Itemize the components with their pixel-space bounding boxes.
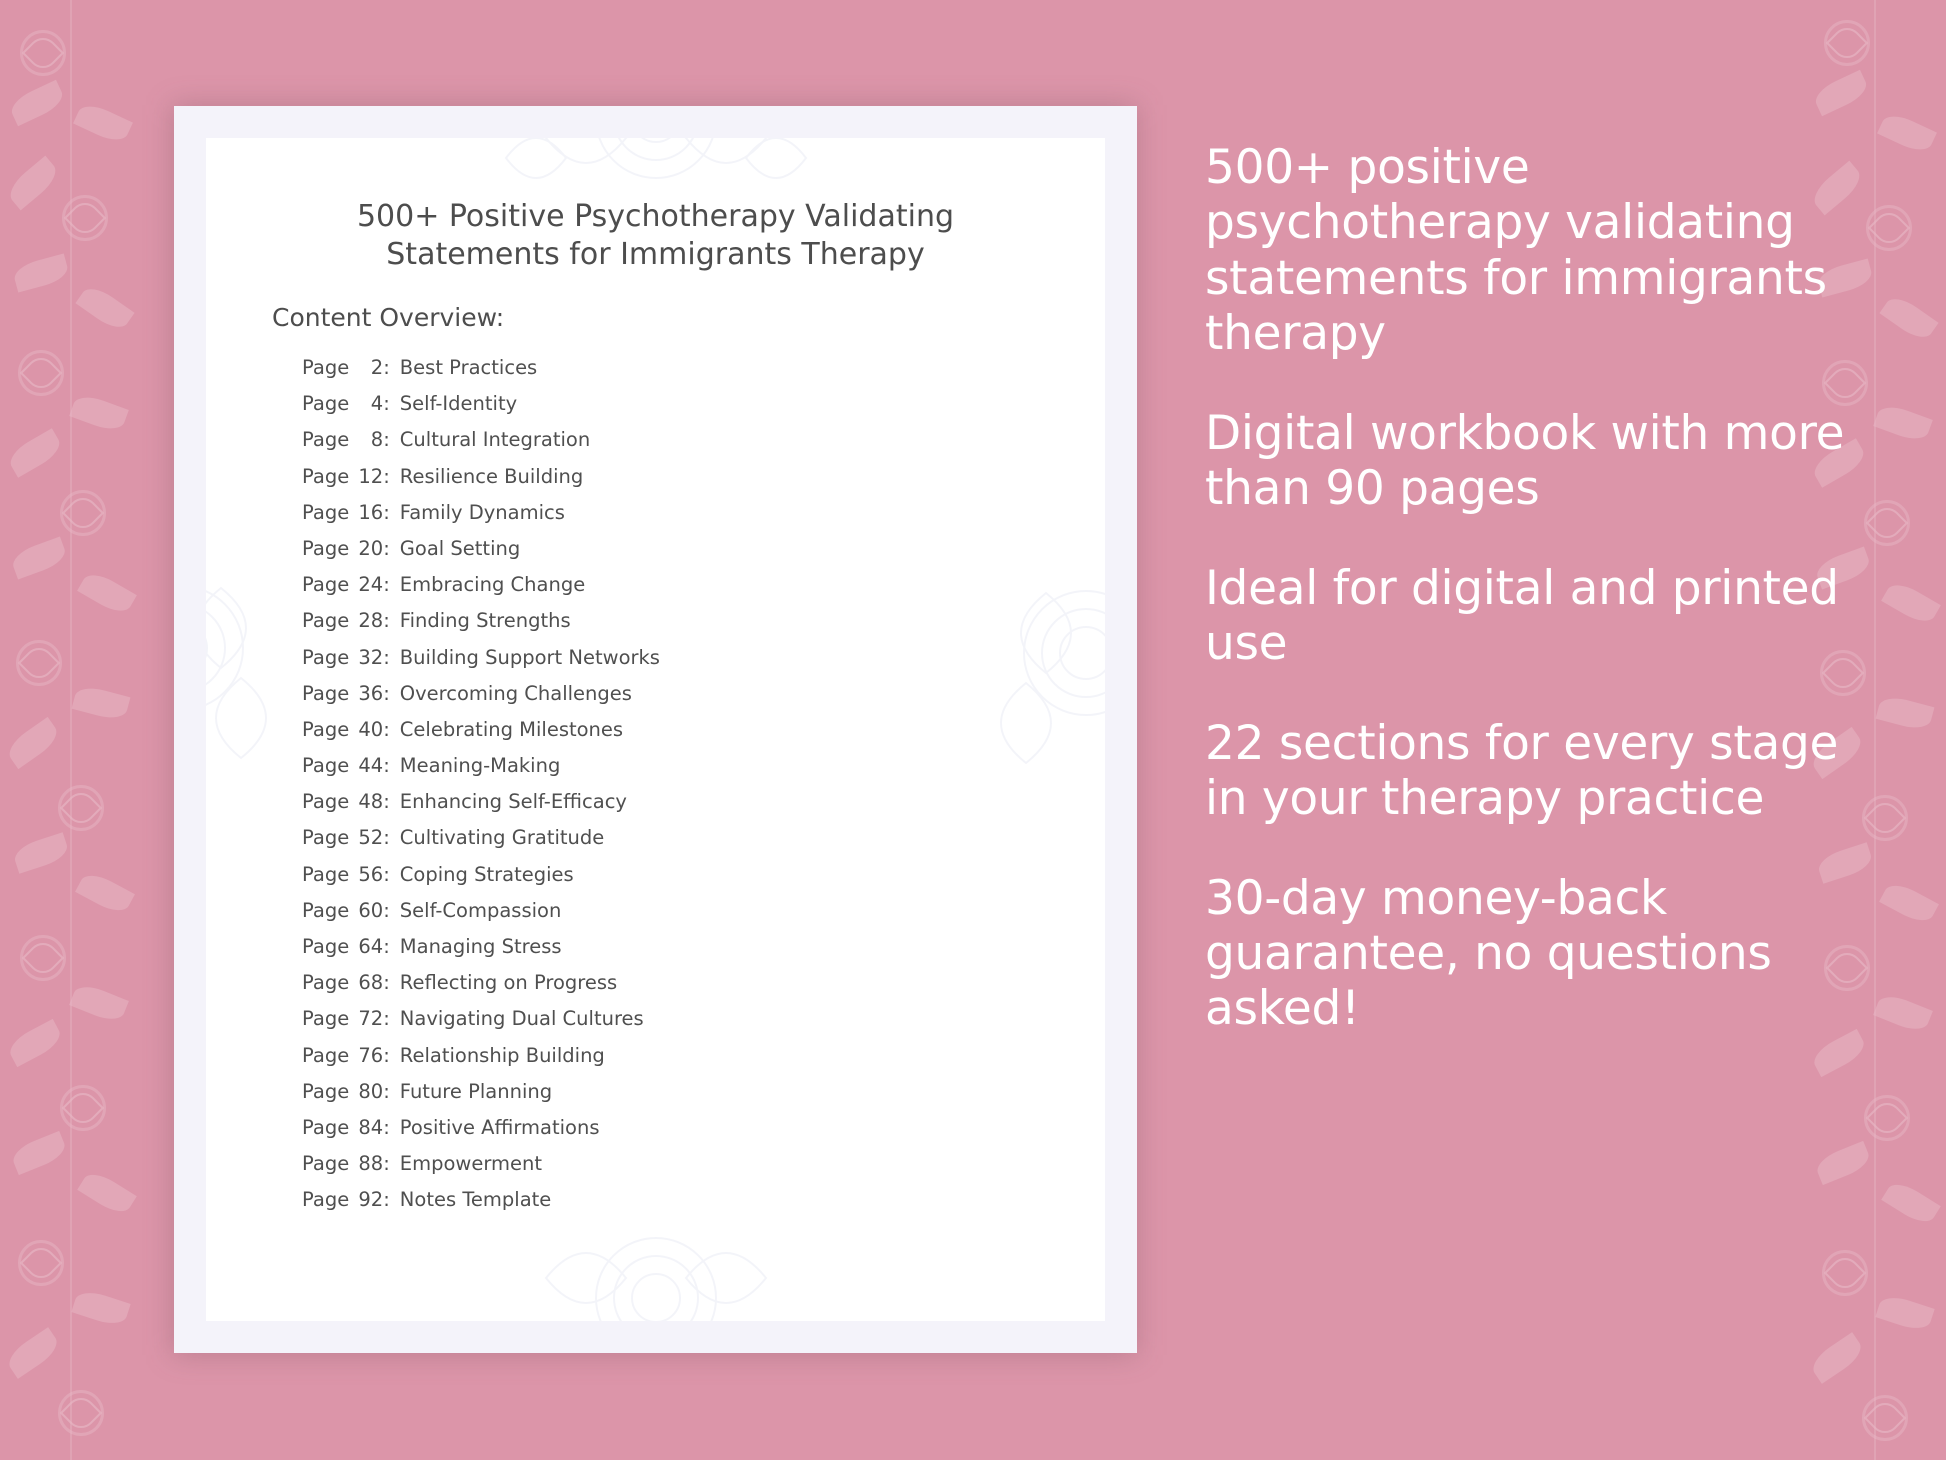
toc-separator: : [383,1188,390,1212]
toc-separator: : [383,971,390,995]
toc-separator: : [383,500,390,524]
toc-page-label: Page [302,790,350,814]
blossom-icon [1864,1095,1910,1141]
toc-section-title: Reflecting on Progress [399,971,618,995]
toc-separator: : [383,826,390,850]
toc-section-title: Coping Strategies [399,862,574,886]
toc-row [302,971,1065,994]
toc-page-number: 24 [358,573,384,597]
toc-section-title: Celebrating Milestones [399,717,624,741]
toc-page-label: Page [302,826,350,850]
toc-page-number: 56 [358,862,384,886]
toc-row [302,1116,1065,1139]
toc-page-number: 44 [358,754,384,778]
toc-page-number: 20 [358,536,384,560]
toc-section-title: Navigating Dual Cultures [399,1007,644,1031]
toc-separator: : [383,1043,390,1067]
toc-page-label: Page [302,971,350,995]
toc-page-number: 52 [358,826,384,850]
marketing-block-guarantee: 30-day money-back guarantee, no questions asked! [1205,870,1772,1037]
toc-page-label: Page [302,1115,350,1139]
blossom-icon [20,30,66,76]
toc-page-label: Page [302,862,350,886]
toc-page-number: 36 [358,681,384,705]
toc-page-label: Page [302,645,350,669]
toc-separator: : [383,681,390,705]
blossom-icon [18,1240,64,1286]
toc-separator: : [383,717,390,741]
toc-row [302,646,1065,669]
toc-section-title: Building Support Networks [399,645,660,669]
toc-page-label: Page [302,1007,350,1031]
toc-row [302,573,1065,596]
toc-row [302,1080,1065,1103]
toc-page-number: 32 [358,645,384,669]
blossom-icon [16,640,62,686]
blossom-icon [60,490,106,536]
toc-section-title: Self-Compassion [399,898,562,922]
toc-page-number: 48 [358,790,384,814]
toc-separator: : [383,935,390,958]
toc-page-number: 76 [358,1043,384,1067]
toc-page-number: 40 [358,717,384,741]
toc-page-label: Page [302,754,350,778]
toc-page-number: 4 [370,392,384,416]
toc-page-label: Page [302,609,350,633]
toc-separator: : [383,1007,390,1031]
toc-page-number: 64 [358,935,384,958]
toc-page-number: 2 [370,356,384,379]
toc-page-label: Page [302,573,350,597]
blossom-icon [58,1390,104,1436]
toc-separator: : [383,573,390,597]
toc-page-label: Page [302,464,350,488]
toc-separator: : [383,464,390,488]
toc-page-number: 84 [358,1115,384,1139]
toc-page-number: 8 [370,428,384,452]
marketing-block-pages: Digital workbook with more than 90 pages [1205,405,1845,517]
document-title: 500+ Positive Psychotherapy Validating Statements for Immigrants Therapy [356,199,955,273]
toc-row [302,1152,1065,1175]
toc-separator: : [383,790,390,814]
toc-section-title: Meaning-Making [399,754,561,778]
toc-row [302,392,1065,415]
toc-page-label: Page [302,428,350,452]
toc-page-label: Page [302,356,350,379]
blossom-icon [20,935,66,981]
toc-page-label: Page [302,1188,350,1212]
toc-page-number: 16 [358,500,384,524]
toc-row [302,1044,1065,1067]
toc-section-title: Enhancing Self-Efficacy [399,790,627,814]
toc-section-title: Family Dynamics [399,500,565,524]
toc-page-label: Page [302,717,350,741]
toc-separator: : [383,609,390,633]
toc-section-title: Managing Stress [399,935,562,958]
toc-separator: : [383,1079,390,1103]
toc-row [302,863,1065,886]
toc-section-title: Positive Affirmations [399,1115,600,1139]
toc-section-title: Overcoming Challenges [399,681,632,705]
table-of-contents [302,356,1065,1225]
toc-row [302,609,1065,632]
toc-page-number: 80 [358,1079,384,1103]
toc-separator: : [383,356,390,379]
content-overview-label: Content Overview: [272,303,505,332]
toc-row [302,682,1065,705]
toc-row [302,1188,1065,1211]
toc-row [302,465,1065,488]
toc-section-title: Notes Template [399,1188,552,1212]
floral-border-left [0,0,150,1460]
blossom-icon [62,195,108,241]
document-page [206,138,1105,1321]
blossom-icon [1866,205,1912,251]
toc-page-number: 12 [358,464,384,488]
marketing-copy [1205,140,1845,1081]
toc-separator: : [383,862,390,886]
toc-page-label: Page [302,1152,350,1176]
marketing-block-usage: Ideal for digital and printed use [1205,560,1839,672]
toc-page-number: 72 [358,1007,384,1031]
blossom-icon [58,785,104,831]
toc-page-label: Page [302,392,350,416]
toc-row [302,428,1065,451]
toc-section-title: Goal Setting [399,536,521,560]
toc-page-label: Page [302,935,350,958]
toc-page-label: Page [302,536,350,560]
toc-page-label: Page [302,681,350,705]
toc-row [302,537,1065,560]
toc-section-title: Cultural Integration [399,428,591,452]
toc-separator: : [383,754,390,778]
toc-row [302,501,1065,524]
toc-row [302,899,1065,922]
toc-row [302,826,1065,849]
toc-page-label: Page [302,1079,350,1103]
toc-row [302,790,1065,813]
toc-row [302,754,1065,777]
toc-section-title: Finding Strengths [399,609,571,633]
toc-section-title: Future Planning [399,1079,553,1103]
toc-page-label: Page [302,1043,350,1067]
toc-page-label: Page [302,898,350,922]
toc-section-title: Relationship Building [399,1043,605,1067]
toc-page-number: 88 [358,1152,384,1176]
blossom-icon [1864,500,1910,546]
toc-page-number: 28 [358,609,384,633]
vine-column [0,0,150,1460]
toc-separator: : [383,536,390,560]
toc-row [302,356,1065,379]
toc-row [302,935,1065,958]
toc-separator: : [383,428,390,452]
toc-row [302,1007,1065,1030]
toc-section-title: Cultivating Gratitude [399,826,605,850]
blossom-icon [1824,20,1870,66]
toc-page-label: Page [302,500,350,524]
toc-section-title: Resilience Building [399,464,584,488]
toc-separator: : [383,898,390,922]
toc-separator: : [383,392,390,416]
toc-page-number: 60 [358,898,384,922]
toc-section-title: Best Practices [399,356,538,379]
marketing-block-product: 500+ positive psychotherapy validating statements for immigrants therapy [1205,140,1827,362]
marketing-block-sections: 22 sections for every stage in your therapy practice [1205,715,1839,827]
toc-section-title: Self-Identity [399,392,518,416]
blossom-icon [1862,795,1908,841]
blossom-icon [18,350,64,396]
blossom-icon [1862,1395,1908,1441]
blossom-icon [60,1085,106,1131]
toc-page-number: 92 [358,1188,384,1212]
toc-section-title: Empowerment [399,1152,543,1176]
toc-row [302,718,1065,741]
document-preview [174,106,1137,1353]
toc-separator: : [383,1115,390,1139]
blossom-icon [1822,1250,1868,1296]
toc-separator: : [383,645,390,669]
toc-page-number: 68 [358,971,384,995]
toc-section-title: Embracing Change [399,573,586,597]
toc-separator: : [383,1152,390,1176]
